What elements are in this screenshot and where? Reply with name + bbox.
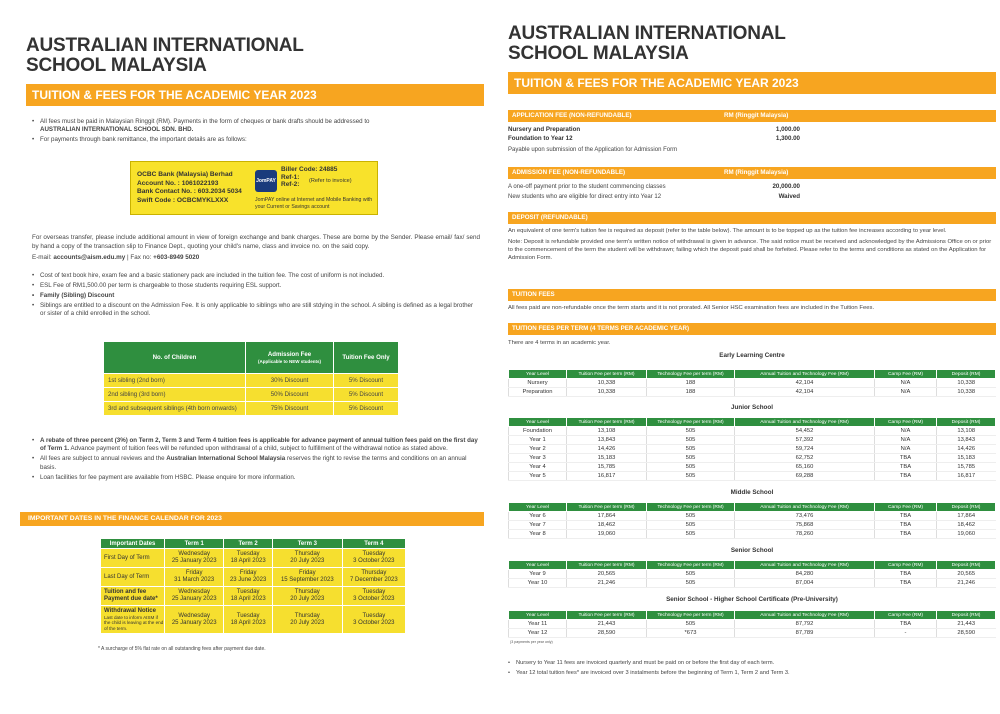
application-fee-header: APPLICATION FEE (NON-REFUNDABLE) RM (Ringgit Malaysia) xyxy=(508,110,996,122)
table-row: Year 9 20,565 505 84,280 TBA 20,565 xyxy=(509,570,996,579)
table-row: Year 10 21,246 505 87,004 TBA 21,246 xyxy=(509,579,996,588)
section-title: Senior School - Higher School Certificate (Pre-University) xyxy=(666,596,838,603)
list-item: • Nursery to Year 11 fees are invoiced quarterly and must be paid on or before the first day of each term. xyxy=(508,659,996,667)
list-item: • Loan facilities for fee payment are available from HSBC. Please enquire for more information. xyxy=(32,474,480,482)
list-item: • Family (Sibling) Discount xyxy=(32,292,480,300)
table-row: 2nd sibling (3rd born) 50% Discount 5% Discount xyxy=(104,388,399,402)
table-row: Year 2 14,426 505 59,724 N/A 14,426 xyxy=(509,445,996,454)
application-note: Payable upon submission of the Application for Admission Form xyxy=(508,147,678,153)
list-item: • For payments through bank remittance, the important details are as follows: xyxy=(32,136,480,144)
fee-table-elc: Year Level Tuition Fee per term (RM) Technology Fee per term (RM) Annual Tuition and Technology Fee (RM) Camp Fee (RM) Deposit (RM) Nursery 10,338 188 42,104 N/A 10,338 Preparation 10,338 188 42,104 N/A 10,338 xyxy=(508,369,996,397)
page-banner: TUITION & FEES FOR THE ACADEMIC YEAR 2023 xyxy=(26,84,484,106)
finance-dates-table: Important Dates Term 1 Term 2 Term 3 Term 4 First Day of Term Wednesday 25 January 2023 Tuesday 18 April 2023 Thursday 20 July 2023 Tuesday 3 October 2023 Last Day of Term Friday 31 March 2023 Friday 23 June 2023 Friday 15 September 2023 Thursday 7 December 2023 Tuition and fee Payment due date* Wednesday 25 January 2023 Tuesday 18 April 2023 Thursday 20 July 2023 Tuesday 3 October 2023 Withdrawal Notice Last date to inform AISM if the child is leaving at the end of the term. Wednesday 25 January 2023 Tuesday 18 April 2023 Thursday 20 July 2023 Tuesday 3 October 2023 xyxy=(100,538,406,634)
overseas-transfer-note: For overseas transfer, please include additional amount in view of foreign exchange and bank charges. These are borne by the Sender. Please email/ fax/ send by hand a copy of the transaction slip to Finance Dept., quoting your child's name, class and invoice no. on the said copy. xyxy=(32,234,480,250)
surcharge-note: * A surcharge of 5% flat rate on all outstanding fees after payment due date. xyxy=(98,646,266,652)
table-row: Nursery 10,338 188 42,104 N/A 10,338 xyxy=(509,379,996,388)
list-item: • Siblings are entitled to a discount on the Admission Fee. It is only applicable to siblings who are still stdying in the school. A sibling is defined as a legal brother or sister of a child enrolled in the school. xyxy=(32,302,480,319)
table-row: Year 11 21,443 505 87,792 TBA 21,443 xyxy=(509,620,996,629)
fee-table-hsc: Year Level Tuition Fee per term (RM) Technology Fee per term (RM) Annual Tuition and Technology Fee (RM) Camp Fee (RM) Deposit (RM) Year 11 21,443 505 87,792 TBA 21,443 Year 12 28,590 *673 87,789 - 28,590 xyxy=(508,610,996,638)
table-row: Year 4 15,785 505 65,160 TBA 15,785 xyxy=(509,463,996,472)
tuition-fees-header: TUITION FEES xyxy=(508,289,996,301)
dates-banner: IMPORTANT DATES IN THE FINANCE CALENDAR FOR 2023 xyxy=(20,512,484,526)
jompay-note: JomPAY online at Internet and Mobile Banking with your Current or Savings account xyxy=(255,197,373,210)
list-item: • A rebate of three percent (3%) on Term 2, Term 3 and Term 4 tuition fees is applicable for advance payment of annual tuition fees paid on the first day of Term 1. Advance payment of tuition fees will be refunded upon withdrawal of a child, subject to fulfillment of the withdrawal notice as stated above. xyxy=(32,437,480,454)
fee-table-middle: Year Level Tuition Fee per term (RM) Technology Fee per term (RM) Annual Tuition and Technology Fee (RM) Camp Fee (RM) Deposit (RM) Year 6 17,864 505 73,476 TBA 17,864 Year 7 18,462 505 75,868 TBA 18,462 Year 8 19,060 505 78,260 TBA 19,060 xyxy=(508,502,996,539)
jompay-logo-icon: JomPAY xyxy=(255,170,277,192)
fees-per-term-header: TUITION FEES PER TERM (4 TERMS PER ACADEMIC YEAR) xyxy=(508,323,996,335)
list-item: • Year 12 total tuition fees* are invoiced over 3 instalments before the beginning of Term 1, Term 2 and Term 3. xyxy=(508,669,996,677)
bank-name: OCBC Bank (Malaysia) Berhad xyxy=(137,171,233,178)
table-row: Foundation 13,108 505 54,452 N/A 13,108 xyxy=(509,427,996,436)
section-title: Middle School xyxy=(730,489,774,496)
table-row: Year 5 16,817 505 69,288 TBA 16,817 xyxy=(509,472,996,481)
list-item: • All fees must be paid in Malaysian Ringgit (RM). Payments in the form of cheques or bank drafts should be addressed to AUSTRALIAN INTERNATIONAL SCHOOL SDN. BHD. xyxy=(32,118,480,135)
rebate-list xyxy=(32,437,480,484)
table-row: 3rd and subsequent siblings (4th born onwards) 75% Discount 5% Discount xyxy=(104,402,399,416)
application-fee-rows: Nursery and Preparation Foundation to Year 12 xyxy=(508,126,581,142)
bank-contact: Bank Contact No. : 603.2034 5034 xyxy=(137,188,242,196)
table-row: Year 7 18,462 505 75,868 TBA 18,462 xyxy=(509,521,996,530)
sibling-discount-table: No. of Children Admission Fee (Applicable to NEW students) Tuition Fee Only 1st sibling (2nd born) 30% Discount 5% Discount 2nd sibling (3rd born) 50% Discount 5% Discount 3rd and subsequent siblings (4th born onwards) 75% Discount 5% Discount xyxy=(103,341,399,416)
section-title: Junior School xyxy=(731,404,773,411)
school-name: AUSTRALIAN INTERNATIONAL SCHOOL MALAYSIA xyxy=(508,23,786,64)
terms-note: There are 4 terms in an academic year. xyxy=(508,340,611,346)
section-title: Senior School xyxy=(730,547,774,554)
fee-table-junior: Year Level Tuition Fee per term (RM) Technology Fee per term (RM) Annual Tuition and Technology Fee (RM) Camp Fee (RM) Deposit (RM) Foundation 13,108 505 54,452 N/A 13,108 Year 1 13,843 505 57,392 N/A 13,843 Year 2 14,426 505 59,724 N/A 14,426 Year 3 15,183 505 62,752 TBA 15,183 Year 4 15,785 505 65,160 TBA 15,785 Year 5 16,817 505 69,288 TBA 16,817 xyxy=(508,417,996,481)
account-no: Account No. : 1061022193 xyxy=(137,179,219,187)
swift-code: Swift Code : OCBCMYKLXXX xyxy=(137,196,229,204)
deposit-header: DEPOSIT (REFUNDABLE) xyxy=(508,212,996,224)
biller-code: Biller Code: 24885 xyxy=(281,166,338,173)
table-row: First Day of Term Wednesday 25 January 2023 Tuesday 18 April 2023 Thursday 20 July 2023 Tuesday 3 October 2023 xyxy=(101,549,406,568)
list-item: • All fees are subject to annual reviews and the Australian International School Malaysia reserves the right to revise the terms and conditions on an annual basis. xyxy=(32,455,480,472)
school-name: AUSTRALIAN INTERNATIONAL SCHOOL MALAYSIA xyxy=(26,35,304,76)
list-item: • Cost of text book hire, exam fee and a basic stationery pack are included in the tuition fee. The cost of uniform is not included. xyxy=(32,272,480,280)
refer-invoice-note: (Refer to invoice) xyxy=(309,178,352,184)
table-row: Tuition and fee Payment due date* Wednesday 25 January 2023 Tuesday 18 April 2023 Thursday 20 July 2023 Tuesday 3 October 2023 xyxy=(101,587,406,606)
table-row: Withdrawal Notice Last date to inform AISM if the child is leaving at the end of the term. Wednesday 25 January 2023 Tuesday 18 April 2023 Thursday 20 July 2023 Tuesday 3 October 2023 xyxy=(101,606,406,634)
fees-info-list xyxy=(32,272,480,320)
year12-note: (3 payments per year only) xyxy=(510,640,553,644)
admission-fee-rows: A one-off payment prior to the student commencing classes New students who are eligible for direct entry into Year 12 xyxy=(508,184,666,200)
table-row: Year 1 13,843 505 57,392 N/A 13,843 xyxy=(509,436,996,445)
deposit-text: An equivalent of one term's tuition fee is required as deposit (refer to the table below). The amount is to be topped up as the tuition fee increases according to year level. Note: Deposit is refundable provided one term's written notice of withdrawal is given in advance. The said notice must be received and acknowledged by the Admissions Office on or prior to the commencement of the term the student will be withdrawn; failing which the deposit paid shall be forfeited. Please refer to the terms and conditions as stated on the Application for Admission Form. xyxy=(508,228,992,261)
table-row: Preparation 10,338 188 42,104 N/A 10,338 xyxy=(509,388,996,397)
table-row: Year 3 15,183 505 62,752 TBA 15,183 xyxy=(509,454,996,463)
page-banner: TUITION & FEES FOR THE ACADEMIC YEAR 2023 xyxy=(508,72,996,94)
bank-details-box: OCBC Bank (Malaysia) Berhad Account No. : 1061022193 Bank Contact No. : 603.2034 5034 Swift Code : OCBCMYKLXXX JomPAY Biller Code: 24885 Ref-1: Ref-2: (Refer to invoice) JomPAY online at Internet and Mobile Banking with your Current or Savings account xyxy=(130,161,378,215)
table-row: 1st sibling (2nd born) 30% Discount 5% Discount xyxy=(104,374,399,388)
fee-table-senior: Year Level Tuition Fee per term (RM) Technology Fee per term (RM) Annual Tuition and Technology Fee (RM) Camp Fee (RM) Deposit (RM) Year 9 20,565 505 84,280 TBA 20,565 Year 10 21,246 505 87,004 TBA 21,246 xyxy=(508,560,996,588)
footer-notes xyxy=(508,659,996,678)
intro-list xyxy=(32,118,480,146)
contact-line: E-mail: accounts@aism.edu.my | Fax no: +603-8949 5020 xyxy=(32,254,200,261)
right-page: AUSTRALIAN INTERNATIONAL SCHOOL MALAYSIA TUITION & FEES FOR THE ACADEMIC YEAR 2023 APPLICATION FEE (NON-REFUNDABLE) RM (Ringgit Malaysia) Nursery and Preparation Foundation to Year 12 1,000.00 1,300.00 Payable upon submission of the Application for Admission Form ADMISSION FEE (NON-REFUNDABLE) RM (Ringgit Malaysia) A one-off payment prior to the student commencing classes New students who are eligible for direct entry into Year 12 20,000.00 Waived DEPOSIT (REFUNDABLE) An equivalent of one term's tuition fee is required as deposit (refer to the table below). The amount is to be topped up as the tuition fee increases according to year level. Note: Deposit is refundable provided one term's written notice of withdrawal is given in advance. The said notice must be received and acknowledged by the Admissions Office on or prior to the commencement of the term the student will be withdrawn; failing which the deposit paid shall be forfeited. Please refer to the terms and conditions as stated on the Application for Admission Form. TUITION FEES All fees paid are non-refundable once the term starts and it is not prorated. All Senior HSC examination fees are included in the Tuition Fees. TUITION FEES PER TERM (4 TERMS PER ACADEMIC YEAR) There are 4 terms in an academic year. Early Learning Centre Year Level Tuition Fee per term (RM) Technology Fee per term (RM) Annual Tuition and Technology Fee (RM) Camp Fee (RM) Deposit (RM) Nursery 10,338 188 42,104 N/A 10,338 Preparation 10,338 188 42,104 N/A 10,338 Junior School Year Level Tuition Fee per term (RM) Technology Fee per term (RM) Annual Tuition and Technology Fee (RM) Camp Fee (RM) Deposit (RM) Foundation 13,108 505 54,452 N/A 13,108 Year 1 13,843 505 57,392 N/A 13,843 Year 2 14,426 505 59,724 N/A 14,426 Year 3 15,183 505 62,752 TBA 15,183 Year 4 15,785 505 65,160 TBA 15,785 Year 5 16,817 505 69,288 TBA 16,817 Middle School Year Level Tuition Fee per term (RM) Technology Fee per term (RM) Annual Tuition and Technology Fee (RM) Camp Fee (RM) Deposit (RM) Year 6 17,864 505 73,476 TBA 17,864 Year 7 18,462 505 75,868 TBA 18,462 Year 8 19,060 505 78,260 TBA 19,060 Senior School Year Level Tuition Fee per term (RM) Technology Fee per term (RM) Annual Tuition and Technology Fee (RM) Camp Fee (RM) Deposit (RM) Year 9 20,565 505 84,280 TBA 20,565 Year 10 21,246 505 87,004 TBA 21,246 Senior School - Higher School Certificate (Pre-University) Year Level Tuition Fee per term (RM) Technology Fee per term (RM) Annual Tuition and Technology Fee (RM) Camp Fee (RM) Deposit (RM) Year 11 21,443 505 87,792 TBA 21,443 Year 12 28,590 *673 87,789 - 28,590 (3 payments per year only) • Nursery to Year 11 fees are invoiced quarterly and must be paid on or before the first day of each term. • Year 12 total tuition fees* are invoiced over 3 instalments before the beginning of Term 1, Term 2 and Term 3. xyxy=(500,0,1000,714)
email-link[interactable]: accounts@aism.edu.my xyxy=(53,254,126,261)
table-row: Year 12 28,590 *673 87,789 - 28,590 xyxy=(509,629,996,638)
list-item: • ESL Fee of RM1,500.00 per term is chargeable to those students requiring ESL support. xyxy=(32,282,480,290)
table-row: Year 6 17,864 505 73,476 TBA 17,864 xyxy=(509,512,996,521)
table-row: Last Day of Term Friday 31 March 2023 Friday 23 June 2023 Friday 15 September 2023 Thursday 7 December 2023 xyxy=(101,568,406,587)
section-title: Early Learning Centre xyxy=(719,352,785,359)
admission-fee-header: ADMISSION FEE (NON-REFUNDABLE) RM (Ringgit Malaysia) xyxy=(508,167,996,179)
table-row: Year 8 19,060 505 78,260 TBA 19,060 xyxy=(509,530,996,539)
tuition-fees-text: All fees paid are non-refundable once the term starts and it is not prorated. All Senior HSC examination fees are included in the Tuition Fees. xyxy=(508,305,875,311)
